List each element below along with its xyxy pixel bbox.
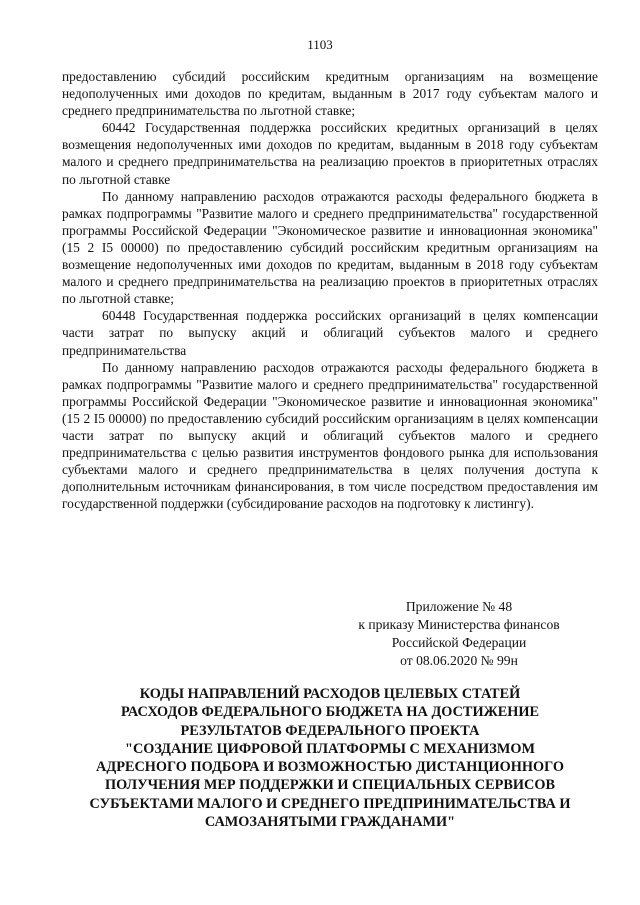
appendix-line-2: к приказу Министерства финансов — [358, 617, 560, 632]
paragraph-3: По данному направлению расходов отражаются расходы федерального бюджета в рамках подпрограммы "Развитие малого и среднего предпринимательства" государственной программы Российской Федерации "Экономическое развитие и инновационная экономика" (15 2 I5 00000) по предоставлению субсидий российским кредитным организациям на возмещение недополученных ими доходов по кредитам, выданным в 2018 году субъектам малого и среднего предпринимательства на реализацию проектов в приоритетных отраслях по льготной ставке; — [62, 188, 598, 307]
heading-line-8: САМОЗАНЯТЫМИ ГРАЖДАНАМИ" — [204, 814, 456, 831]
section-heading — [62, 685, 598, 831]
appendix-line-3: Российской Федерации — [391, 635, 527, 650]
heading-line-2: РАСХОДОВ ФЕДЕРАЛЬНОГО БЮДЖЕТА НА ДОСТИЖЕНИЕ — [120, 704, 540, 721]
page-number: 1103 — [307, 37, 333, 52]
paragraph-2: 60442 Государственная поддержка российских кредитных организаций в целях возмещения недополученных ими доходов по кредитам, выданным в 2018 году субъектам малого и среднего предпринимательства на реализацию проектов в приоритетных отраслях по льготной ставке — [62, 120, 598, 187]
paragraph-5: По данному направлению расходов отражаются расходы федерального бюджета в рамках подпрограммы "Развитие малого и среднего предпринимательства" государственной программы Российской Федерации "Экономическое развитие и инновационная экономика" (15 2 I5 00000) по предоставлению субсидий российским организациям в целях компенсации части затрат по выпуску акций и облигаций субъектов малого и среднего предпринимательства с целью развития инструментов фондового рынка для использования субъектами малого и среднего предпринимательства в целях получения доступа к дополнительным источникам финансирования, в том числе посредством предоставления им государственной поддержки (субсидирование расходов на подготовку к листингу). — [62, 359, 598, 512]
appendix-line-4: от 08.06.2020 № 99н — [400, 653, 518, 668]
heading-line-7: СУБЪЕКТАМИ МАЛОГО И СРЕДНЕГО ПРЕДПРИНИМАТЕЛЬСТВА И — [89, 795, 571, 812]
heading-line-1: КОДЫ НАПРАВЛЕНИЙ РАСХОДОВ ЦЕЛЕВЫХ СТАТЕЙ — [139, 686, 521, 702]
heading-line-3: РЕЗУЛЬТАТОВ ФЕДЕРАЛЬНОГО ПРОЕКТА — [180, 722, 480, 739]
heading-line-6: ПОЛУЧЕНИЯ МЕР ПОДДЕРЖКИ И СПЕЦИАЛЬНЫХ СЕРВИСОВ — [105, 777, 555, 794]
heading-line-4: "СОЗДАНИЕ ЦИФРОВОЙ ПЛАТФОРМЫ С МЕХАНИЗМОМ — [125, 740, 535, 757]
heading-line-5: АДРЕСНОГО ПОДБОРА И ВОЗМОЖНОСТЬЮ ДИСТАНЦИОННОГО — [96, 759, 564, 776]
body-text — [62, 68, 598, 512]
paragraph-4: 60448 Государственная поддержка российских организаций в целях компенсации части затрат по выпуску акций и облигаций субъектов малого и среднего предпринимательства — [62, 308, 598, 358]
appendix-line-1: Приложение № 48 — [405, 599, 513, 614]
appendix-reference — [344, 598, 574, 670]
paragraph-1: предоставлению субсидий российским кредитным организациям на возмещение недополученных ими доходов по кредитам, выданным в 2017 году субъектам малого и среднего предпринимательства по льготной ставке; — [62, 69, 598, 119]
